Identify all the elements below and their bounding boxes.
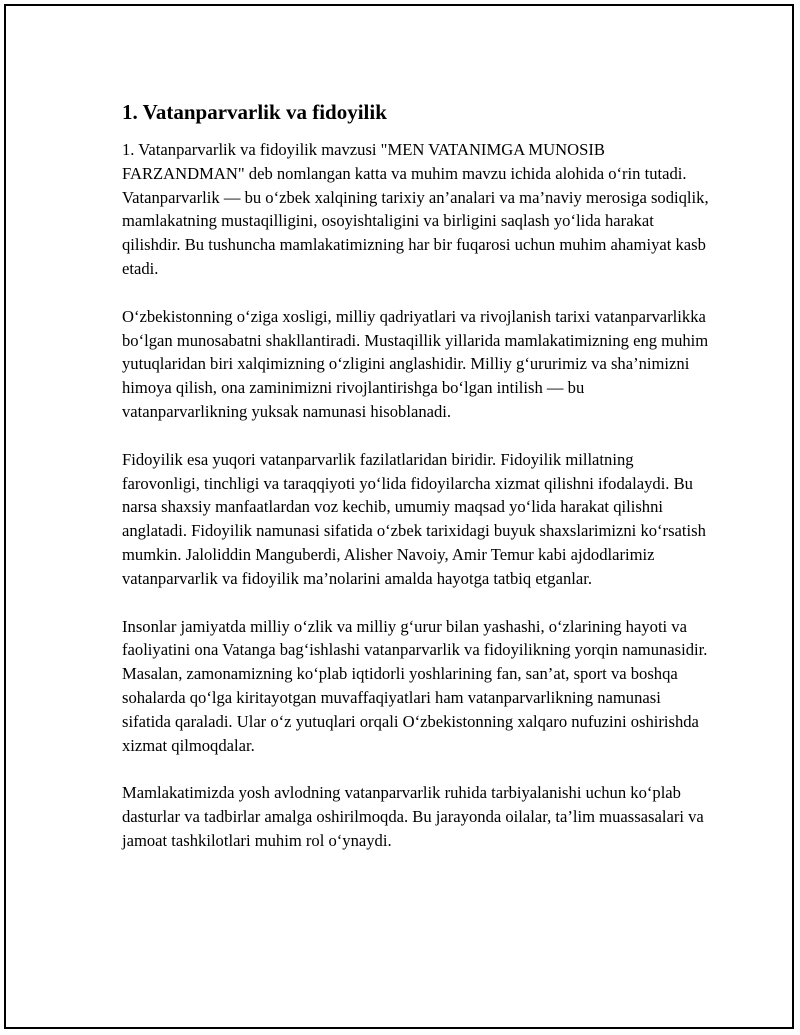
paragraph-5: Mamlakatimizda yosh avlodning vatanparvarlik ruhida tarbiyalanishi uchun ko‘plab dasturlar va tadbirlar amalga oshirilmoqda. Bu jarayonda oilalar, ta’lim muassasalari va jamoat tashkilotlari muhim rol o‘ynaydi. (122, 783, 704, 850)
paragraph-4: Insonlar jamiyatda milliy o‘zlik va milliy g‘urur bilan yashashi, o‘zlarining hayoti va faoliyatini ona Vatanga bag‘ishlashi vatanparvarlik va fidoyilikning yorqin namunasidir. Masalan, zamonamizning ko‘plab iqtidorli yoshlarining fan, san’at, sport va boshqa sohalarda qo‘lga kiritayotgan muvaffaqiyatlari ham vatanparvarlikning namunasi sifatida qaraladi. Ular o‘z yutuqlari orqali O‘zbekistonning xalqaro nufuzini oshirishda xizmat qilmoqdalar. (122, 616, 708, 755)
document-title: 1. Vatanparvarlik va fidoyilik (122, 100, 387, 124)
paragraph-3: Fidoyilik esa yuqori vatanparvarlik fazilatlaridan biridir. Fidoyilik millatning farovonligi, tinchligi va taraqqiyoti yo‘lida fidoyilarcha xizmat qilishni ifodalaydi. Bu narsa shaxsiy manfaatlardan voz kechib, umumiy maqsad yo‘lida harakat qilishni anglatadi. Fidoyilik namunasi sifatida o‘zbek tarixidagi buyuk shaxslarimizni ko‘rsatish mumkin. Jaloliddin Manguberdi, Alisher Navoiy, Amir Temur kabi ajdodlarimiz vatanparvarlik va fidoyilik ma’nolarini amalda hayotga tatbiq etganlar. (122, 449, 706, 588)
paragraph-2: O‘zbekistonning o‘ziga xosligi, milliy qadriyatlari va rivojlanish tarixi vatanparvarlikka bo‘lgan munosabatni shakllantiradi. Mustaqillik yillarida mamlakatimizning eng muhim yutuqlaridan biri xalqimizning o‘zligini anglashidir. Milliy g‘ururimiz va sha’nimizni himoya qilish, ona zaminimizni rivojlantirishga bo‘lgan intilish — bu vatanparvarlikning yuksak namunasi hisoblanadi. (122, 306, 709, 421)
page-frame (4, 4, 794, 1029)
document-body (122, 98, 712, 877)
paragraph-1: 1. Vatanparvarlik va fidoyilik mavzusi "MEN VATANIMGA MUNOSIB FARZANDMAN" deb nomlangan katta va muhim mavzu ichida alohida o‘rin tutadi. Vatanparvarlik — bu o‘zbek xalqining tarixiy an’analari va ma’naviy merosiga sodiqlik, mamlakatning mustaqilligini, osoyishtaligini va birligini saqlash yo‘lida harakat qilishdir. Bu tushuncha mamlakatimizning har bir fuqarosi uchun muhim ahamiyat kasb etadi. (122, 140, 709, 278)
